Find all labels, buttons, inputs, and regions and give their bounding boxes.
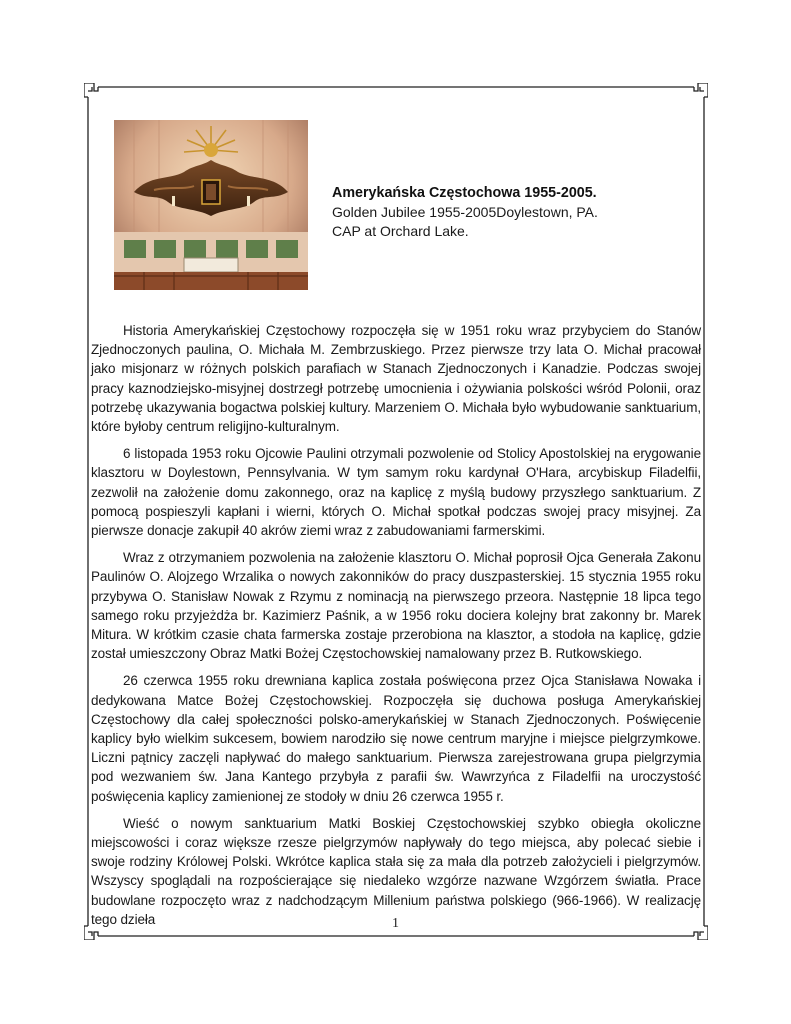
paragraph: 26 czerwca 1955 roku drewniana kaplica została poświęcona przez Ojca Stanisława Nowaka i dedykowana Matce Bożej Częstochowskiej. Rozpoczęła się duchowa posługa Amerykańskiej Częstochowy dla całej społeczności polsko-amerykańskiej w Stanach Zjednoczonych. Poświęcenie kaplicy było wielkim sukcesem, bowiem narodziło się nowe centrum maryjne i miejsce pielgrzymkowe. Liczni pątnicy zaczęli napływać do małego sanktuarium. Pierwsza zarejestrowana grupa pielgrzymia pod wezwaniem św. Jana Kantego przybyła z parafii św. Wawrzyńca z Filadelfii na uroczystość poświęcenia kaplicy zamienionej ze stodoły w dniu 26 czerwca 1955 r. (91, 673, 701, 804)
document-subtitle: Golden Jubilee 1955-2005Doylestown, PA. (332, 204, 598, 220)
paragraph: 6 listopada 1953 roku Ojcowie Paulini otrzymali pozwolenie od Stolicy Apostolskiej na erygowanie klasztoru w Doylestown, Pennsylvania. W tym samym roku kardynał O'Hara, arcybiskup Filadelfii, zezwolił na założenie domu zakonnego, oraz na kaplicę z myślą budowy przyszłego sanktuarium. Z pomocą pospieszyli kapłani i wierni, których O. Michał spotkał podczas swojej pracy misyjnej. Za pierwsze donacje zakupił 40 akrów ziemi wraz z zabudowaniami farmerskimi. (91, 446, 701, 539)
paragraph: Wraz z otrzymaniem pozwolenia na założenie klasztoru O. Michał poprosił Ojca Generała Zakonu Paulinów O. Alojzego Wrzalika o nowych zakonników do pracy duszpasterskiej. 15 stycznia 1955 roku przybywa O. Stanisław Nowak z Rzymu z nominacją na pierwszego przeora. Następnie 18 lipca tego samego roku przyjeżdża br. Kazimierz Paśnik, a w 1956 roku dociera kolejny brat zakonny br. Marek Mitura. W krótkim czasie chata farmerska zostaje przerobiona na klasztor, a stodoła na kaplicę, gdzie został umieszczony Obraz Matki Bożej Częstochowskiej namalowany przez B. Rutkowskiego. (91, 550, 701, 662)
paragraph: Historia Amerykańskiej Częstochowy rozpoczęła się w 1951 roku wraz przybyciem do Stanów Zjednoczonych paulina, O. Michała M. Zembrzuskiego. Przez pierwsze trzy lata O. Michał pracował jako misjonarz w różnych polskich parafiach w Stanach Zjednoczonych i Kanadzie. Podczas swojej pracy kaznodziejsko-misyjnej dostrzegł potrzebę umocnienia i ożywiania polskości wśród Polonii, oraz potrzebę ukazywania bogactwa polskiej kultury. Marzeniem O. Michała było wybudowanie sanktuarium, które byłoby centrum religijno-kulturalnym. (91, 323, 701, 435)
document-header (332, 183, 632, 241)
sanctuary-altar-photo (114, 120, 308, 290)
article-body (91, 321, 701, 937)
document-title: Amerykańska Częstochowa 1955-2005. (332, 185, 597, 201)
document-subtitle-line-2: CAP at Orchard Lake. (332, 223, 469, 239)
paragraph: Wieść o nowym sanktuarium Matki Boskiej Częstochowskiej szybko obiegła okoliczne miejscowości i coraz większe rzesze pielgrzymów napływały do tego miejsca, aby polecać siebie i swoje rodziny Królowej Polski. Wkrótce kaplica stała się za mała dla potrzeb założycieli i pielgrzymów. Wszyscy spoglądali na rozpościerające się niedaleko wzgórze nazwane Wzgórzem światła. Prace budowlane rozpoczęto wraz z nadchodzącym Millenium państwa polskiego (966-1966). W realizację tego dzieła (91, 815, 701, 927)
page-number: 1 (392, 916, 399, 931)
